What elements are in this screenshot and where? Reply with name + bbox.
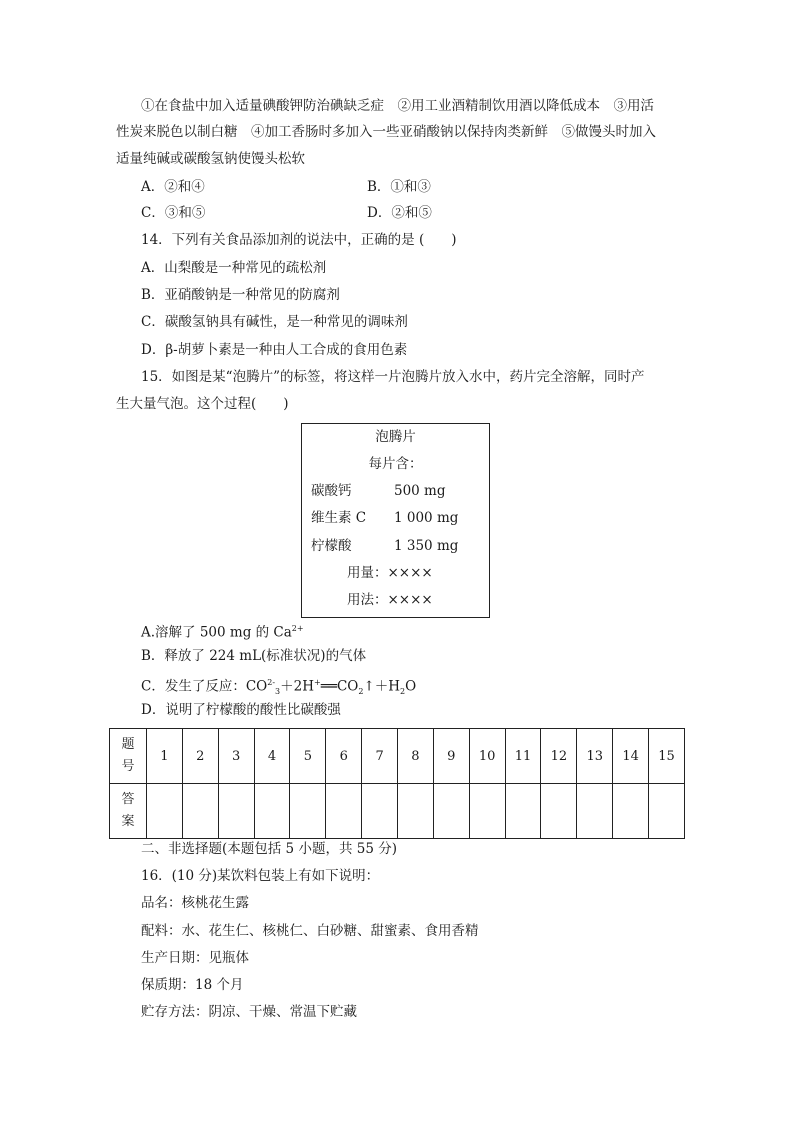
answer-cell[interactable] [577, 784, 613, 839]
label-ingredient-amount: 1 350 mg [394, 538, 459, 554]
q14-option-c: C．碳酸氢钠具有碱性，是一种常见的调味剂 [141, 314, 408, 330]
intro-line-1: ①在食盐中加入适量碘酸钾防治碘缺乏症 ②用工业酒精制饮用酒以降低成本 ③用活 [141, 98, 654, 114]
q15-option-a-text: A.溶解了 500 mg 的 Ca [141, 624, 292, 641]
answer-cell[interactable] [254, 784, 290, 839]
answer-cell[interactable] [326, 784, 362, 839]
answer-cell[interactable] [541, 784, 577, 839]
reaction-water: ↑＋H [363, 678, 401, 695]
q15-option-c [141, 673, 416, 702]
section-2-heading: 二、非选择题(本题包括 5 小题，共 55 分) [141, 841, 397, 857]
question-number-cell: 8 [398, 729, 434, 784]
header-char: 案 [121, 814, 135, 829]
question-number-header [110, 729, 147, 784]
q14-stem: 14．下列有关食品添加剂的说法中，正确的是 ( ) [141, 232, 457, 248]
question-number-cell: 3 [218, 729, 254, 784]
answer-header [110, 784, 147, 839]
question-number-cell: 15 [649, 729, 685, 784]
question-number-cell: 5 [290, 729, 326, 784]
label-dosage: 用量：×××× [347, 565, 433, 581]
intro-line-2: 性炭来脱色以制白糖 ④加工香肠时多加入一些亚硝酸钠以保持肉类新鲜 ⑤做馒头时加入 [116, 124, 656, 140]
header-char: 号 [121, 759, 135, 774]
q13-option-d: D．②和⑤ [367, 205, 432, 221]
q16-storage: 贮存方法：阴凉、干燥、常温下贮藏 [141, 1004, 357, 1020]
label-ingredient-name: 维生素 C [311, 510, 367, 526]
question-number-cell: 6 [326, 729, 362, 784]
question-number-cell: 9 [433, 729, 469, 784]
header-char: 题 [121, 737, 135, 752]
reaction-product: ══CO [320, 678, 359, 695]
q16-product-name: 品名：核桃花生露 [141, 895, 249, 911]
carbonate-subscript: 3 [275, 687, 281, 697]
ion-charge: 2+ [291, 624, 304, 633]
q15-option-a [141, 619, 304, 643]
answer-cell[interactable] [398, 784, 434, 839]
q16-stem: 16．(10 分)某饮料包装上有如下说明： [141, 868, 380, 884]
water-subscript: 2 [400, 687, 406, 697]
answer-cell[interactable] [505, 784, 541, 839]
reaction-end: O [405, 678, 417, 695]
answer-cell[interactable] [649, 784, 685, 839]
intro-line-3: 适量纯碱或碳酸氢钠使馒头松软 [116, 151, 305, 167]
reaction-hydrogen: ＋2H [280, 678, 314, 695]
question-number-cell: 7 [362, 729, 398, 784]
label-usage: 用法：×××× [347, 592, 433, 608]
answer-row [110, 784, 685, 839]
answer-cell[interactable] [613, 784, 649, 839]
label-subtitle: 每片含： [368, 456, 423, 472]
q13-option-a: A．②和④ [141, 179, 205, 195]
answer-cell[interactable] [218, 784, 254, 839]
answer-cell[interactable] [469, 784, 505, 839]
q14-option-b: B．亚硝酸钠是一种常见的防腐剂 [141, 287, 340, 303]
product-label-box [301, 423, 490, 618]
q15-stem-line-2: 生大量气泡。这个过程( ) [116, 396, 289, 412]
label-title: 泡腾片 [375, 429, 416, 445]
question-number-cell: 11 [505, 729, 541, 784]
answer-cell[interactable] [290, 784, 326, 839]
label-ingredient-name: 柠檬酸 [311, 538, 352, 554]
q16-ingredients: 配料：水、花生仁、核桃仁、白砂糖、甜蜜素、食用香精 [141, 923, 479, 939]
reaction-prefix: C．发生了反应：CO [141, 678, 268, 695]
carbonate-charge: 2- [267, 678, 276, 687]
q14-option-a: A．山梨酸是一种常见的疏松剂 [141, 260, 327, 276]
answer-cell[interactable] [182, 784, 218, 839]
q15-stem-line-1: 15．如图是某“泡腾片”的标签，将这样一片泡腾片放入水中，药片完全溶解，同时产 [141, 369, 645, 385]
header-char: 答 [121, 792, 135, 807]
answer-cell[interactable] [433, 784, 469, 839]
question-number-cell: 12 [541, 729, 577, 784]
q15-option-d: D．说明了柠檬酸的酸性比碳酸强 [141, 702, 341, 718]
label-ingredient-name: 碳酸钙 [311, 483, 352, 499]
q13-option-c: C．③和⑤ [141, 205, 206, 221]
q16-shelf-life: 保质期：18 个月 [141, 977, 244, 993]
q14-option-d: D．β-胡萝卜素是一种由人工合成的食用色素 [141, 342, 408, 358]
hydrogen-charge: + [314, 678, 321, 687]
question-number-cell: 14 [613, 729, 649, 784]
question-number-cell: 1 [147, 729, 183, 784]
question-number-cell: 4 [254, 729, 290, 784]
label-ingredient-amount: 500 mg [394, 483, 446, 499]
answer-cell[interactable] [362, 784, 398, 839]
co2-subscript: 2 [358, 687, 364, 697]
q13-option-b: B．①和③ [367, 179, 431, 195]
question-number-cell: 2 [182, 729, 218, 784]
question-number-cell: 10 [469, 729, 505, 784]
q15-option-b: B．释放了 224 mL(标准状况)的气体 [141, 648, 367, 664]
question-number-cell: 13 [577, 729, 613, 784]
answer-table [109, 728, 685, 839]
label-ingredient-amount: 1 000 mg [394, 510, 459, 526]
question-number-row [110, 729, 685, 784]
q16-production-date: 生产日期：见瓶体 [141, 950, 249, 966]
answer-cell[interactable] [147, 784, 183, 839]
